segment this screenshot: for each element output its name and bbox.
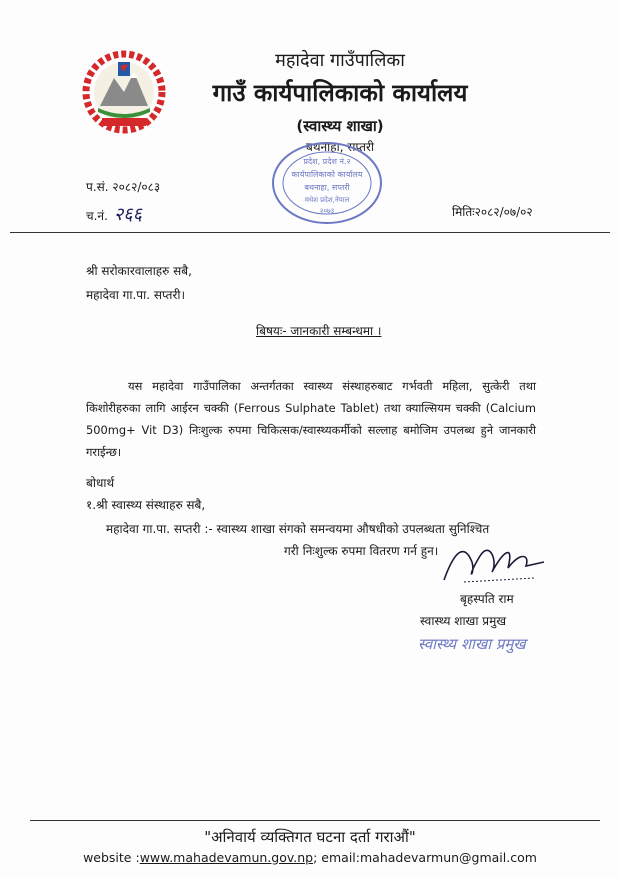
addressee-line-1: श्री सरोकारवालाहरु सबै,	[86, 264, 192, 278]
signature-icon	[434, 532, 554, 590]
signatory-title: स्वास्थ्य शाखा प्रमुख	[420, 614, 507, 628]
seal-line-5: २०७३	[319, 207, 335, 215]
municipality-name: महादेवा गाउँपालिका	[275, 50, 405, 71]
cc-item-2-line-2: गरी निःशुल्क रुपमा वितरण गर्न हुन।	[284, 544, 439, 558]
office-title: गाउँ कार्यपालिकाको कार्यालय	[212, 79, 468, 107]
cc-item-1: १.श्री स्वास्थ्य संस्थाहरु सबै,	[86, 498, 206, 512]
footer-divider	[30, 820, 600, 821]
letter-subject: बिषयः- जानकारी सम्बन्धमा ।	[256, 324, 382, 338]
seal-line-3: बथनाहा, सप्तरी	[304, 183, 350, 192]
signatory-name: बृहस्पति राम	[460, 592, 514, 606]
website-label: website :	[83, 850, 140, 865]
seal-line-4: मधेश प्रदेश,नेपाल	[304, 196, 350, 204]
office-seal-stamp	[268, 140, 386, 226]
email-text: ; email:mahadevarmun@gmail.com	[313, 850, 537, 865]
nepal-emblem-icon	[78, 48, 170, 134]
dispatch-number-value: २६६	[113, 204, 143, 225]
signatory-stamp: स्वास्थ्य शाखा प्रमुख	[418, 635, 526, 653]
website-link[interactable]: www.mahadevamun.gov.np	[139, 850, 314, 865]
cc-label: बोधार्थ	[86, 476, 115, 490]
header-divider	[10, 232, 610, 233]
footer-contact	[0, 850, 620, 865]
dispatch-number	[86, 202, 142, 226]
seal-line-1: प्रदेश, प्रदेश नं.२	[303, 157, 351, 166]
seal-line-2: कार्यपालिकाको कार्यालय	[291, 170, 363, 179]
letter-ref-number: प.सं. २०८२/०८३	[86, 180, 161, 194]
office-address: बथनाहा, सप्तरी	[305, 140, 375, 154]
letter-date: मितिः२०८२/०७/०२	[452, 205, 533, 219]
cc-item-2-line-1: महादेवा गा.पा. सप्तरी :- स्वास्थ्य शाखा संगको समन्वयमा औषधीको उपलब्धता सुनिश्चित	[106, 522, 490, 536]
branch-name: (स्वास्थ्य शाखा)	[296, 117, 384, 135]
dispatch-number-label: च.नं.	[86, 209, 108, 223]
addressee-line-2: महादेवा गा.पा. सप्तरी।	[86, 288, 186, 302]
letter-body: यस महादेवा गाउँपालिका अन्तर्गतका स्वास्थ्य संस्थाहरुबाट गर्भवती महिला, सुत्केरी तथा किशोरीहरुका लागि आईरन चक्की (Ferrous Sulphate Tablet) तथा क्याल्सियम चक्की (Calcium 500mg+ Vit D3) निःशुल्क रुपमा चिकित्सक/स्वास्थ्यकर्मीको सल्लाह बमोजिम उपलब्ध हुने जानकारी गराईन्छ।	[86, 379, 536, 459]
footer-slogan: "अनिवार्य व्यक्तिगत घटना दर्ता गराऔं"	[204, 828, 416, 846]
